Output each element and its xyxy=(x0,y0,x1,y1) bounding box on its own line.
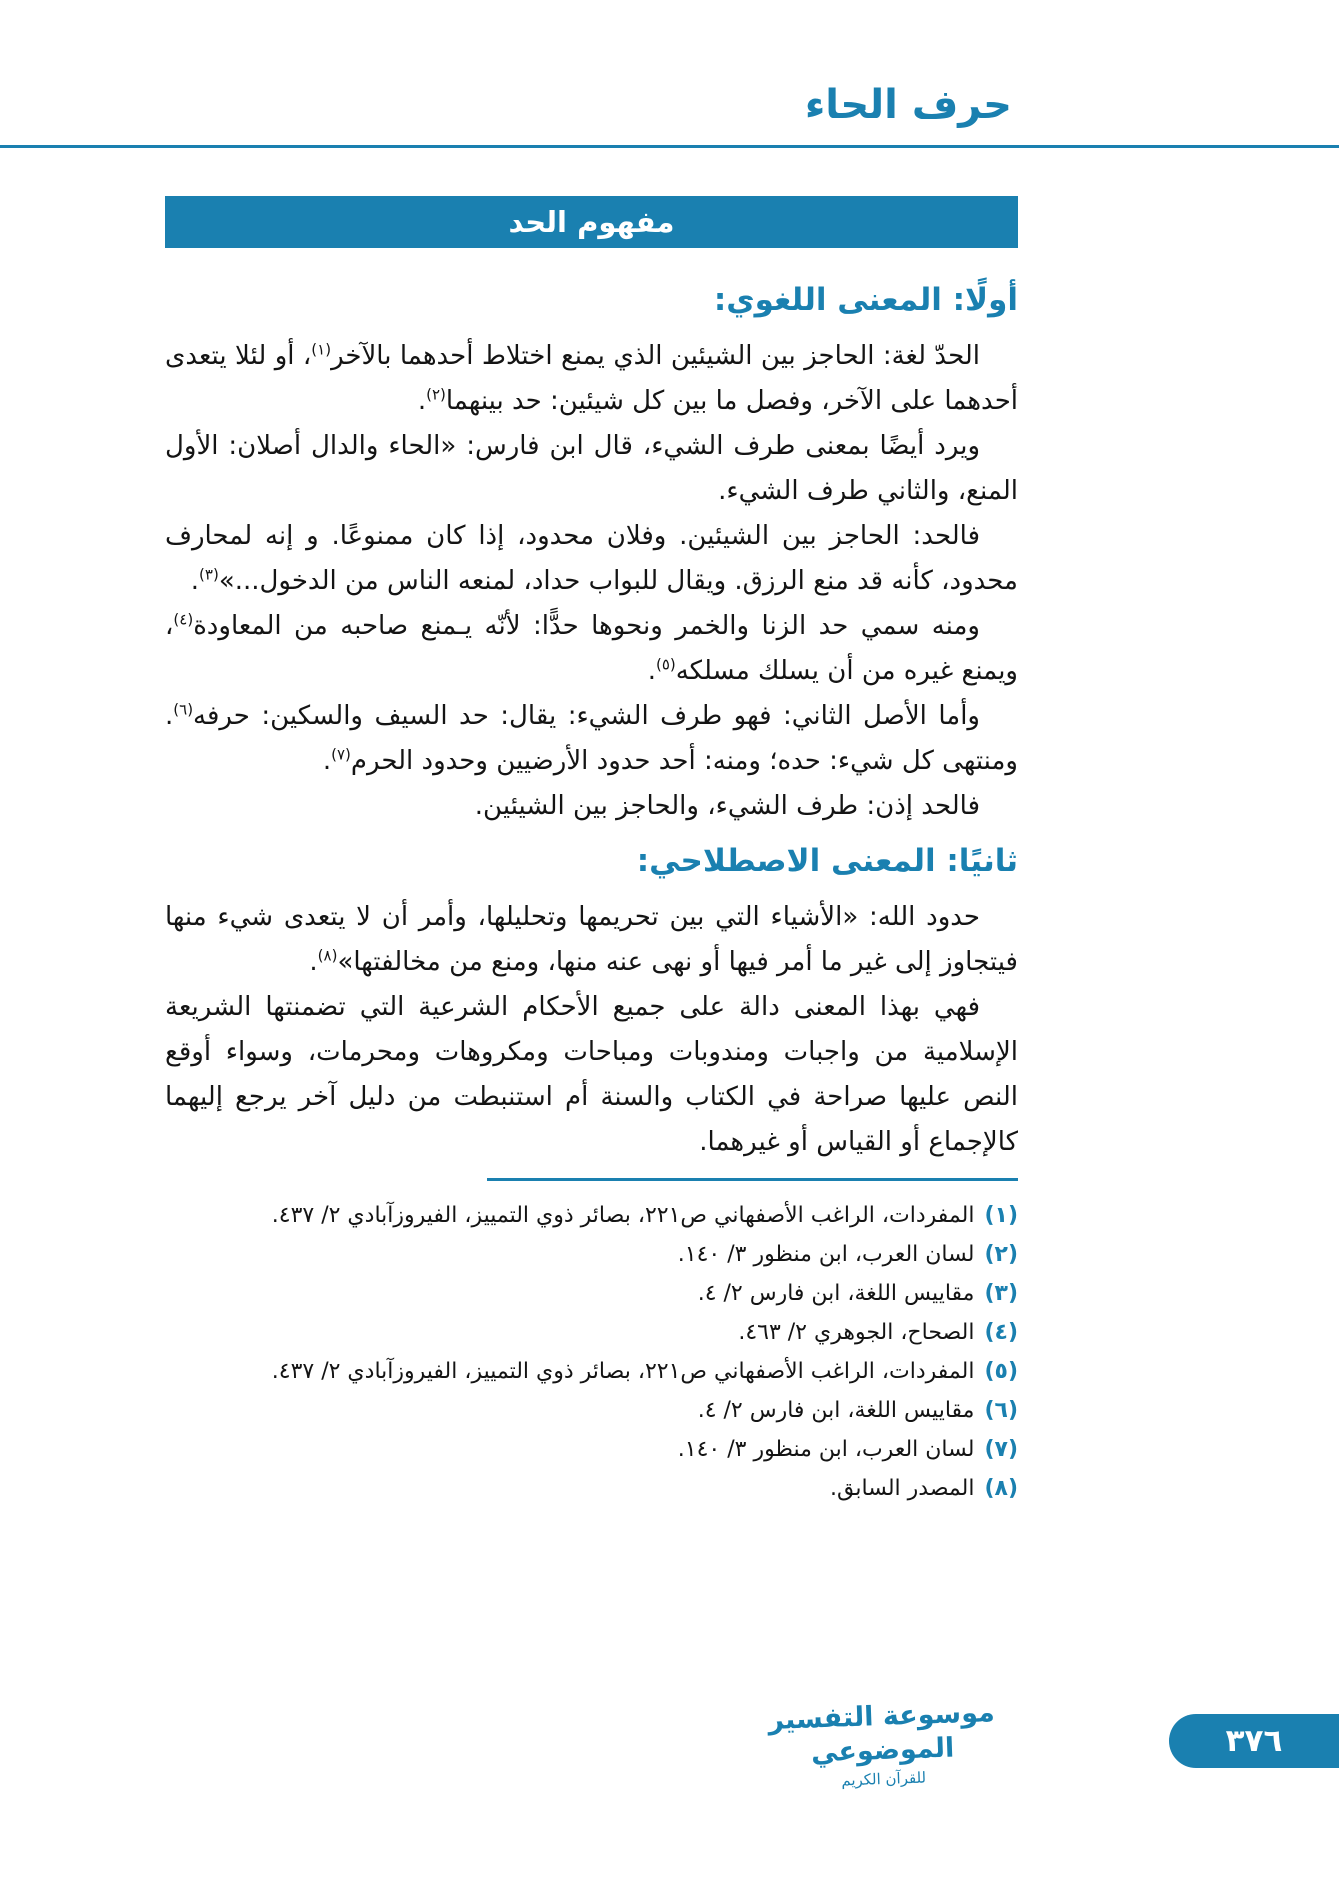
section-heading: أولًا: المعنى اللغوي: xyxy=(713,282,1018,318)
footnote-number: (٨) xyxy=(984,1476,1018,1501)
footnote-item xyxy=(165,1469,1018,1508)
text-run: . xyxy=(322,746,332,776)
body-paragraph xyxy=(165,334,1018,424)
footnote-item xyxy=(165,1274,1018,1313)
footnote-marker: (٢) xyxy=(426,385,446,404)
text-run: . xyxy=(417,386,427,416)
footnote-text: المفردات، الراغب الأصفهاني ص٢٢١، بصائر ذوي التمييز، الفيروزآبادي ٢/ ٤٣٧. xyxy=(271,1359,975,1384)
footnotes-list xyxy=(165,1196,1018,1508)
text-run: فالحد: الحاجز بين الشيئين. وفلان محدود، إذا كان ممنوعًا. و إنه لمحارف محدود، كأنه قد منع الرزق. ويقال للبواب حداد، لمنعه الناس من الدخول...» xyxy=(165,521,1018,596)
footnote-number: (٦) xyxy=(984,1398,1018,1423)
text-run: . xyxy=(647,656,656,686)
text-run: الحدّ لغة: الحاجز بين الشيئين الذي يمنع اختلاط أحدهما بالآخر xyxy=(331,341,980,371)
footnote-marker: (٦) xyxy=(173,700,194,719)
page-number-badge: ٣٧٦ xyxy=(1169,1714,1339,1768)
text-run: حدود الله: «الأشياء التي بين تحريمها وتحليلها، وأمر أن لا يتعدى شيء منها فيتجاوز إلى غير ما أمر فيها أو نهى عنه منها، ومنع من مخالفتها» xyxy=(165,902,1018,977)
footnote-number: (٥) xyxy=(984,1359,1018,1384)
footnote-number: (١) xyxy=(984,1203,1018,1228)
footnote-text: مقاييس اللغة، ابن فارس ٢/ ٤. xyxy=(697,1281,975,1306)
footnote-text: لسان العرب، ابن منظور ٣/ ١٤٠. xyxy=(677,1437,975,1462)
footnote-marker: (٣) xyxy=(199,565,219,584)
section-heading: ثانيًا: المعنى الاصطلاحي: xyxy=(636,843,1018,879)
body-paragraph xyxy=(165,694,1018,784)
section-banner xyxy=(165,196,1018,248)
footnote-item xyxy=(165,1352,1018,1391)
footnote-item xyxy=(165,1235,1018,1274)
text-run: وأما الأصل الثاني: فهو طرف الشيء: يقال: حد السيف والسكين: حرفه xyxy=(193,701,980,731)
text-run: ومنه سمي حد الزنا والخمر ونحوها حدًّا: لأنّه يـمنع صاحبه من المعاودة xyxy=(193,611,980,641)
footnote-text: مقاييس اللغة، ابن فارس ٢/ ٤. xyxy=(697,1398,975,1423)
text-run: . xyxy=(309,947,318,977)
publisher-logo xyxy=(754,1696,1012,1795)
text-run: فالحد إذن: طرف الشيء، والحاجز بين الشيئين. xyxy=(474,791,980,821)
body-paragraph xyxy=(165,514,1018,604)
footnote-marker: (٧) xyxy=(331,745,351,764)
footnote-item xyxy=(165,1391,1018,1430)
text-run: ويرد أيضًا بمعنى طرف الشيء، قال ابن فارس: «الحاء والدال أصلان: الأول المنع، والثاني طرف الشيء. xyxy=(165,431,1018,506)
footnote-marker: (٤) xyxy=(173,610,194,629)
text-run: . ومنتهى كل شيء: حده؛ ومنه: أحد حدود الأرضيين وحدود الحرم xyxy=(165,701,1018,776)
footnote-item xyxy=(165,1430,1018,1469)
body-paragraph xyxy=(165,985,1018,1165)
chapter-title: حرف الحاء xyxy=(804,82,1012,128)
footnote-number: (٤) xyxy=(984,1320,1018,1345)
footnote-marker: (١) xyxy=(311,340,332,359)
footnote-item xyxy=(165,1196,1018,1235)
footnote-marker: (٨) xyxy=(317,946,338,965)
content xyxy=(165,268,1018,1165)
section-banner-title: مفهوم الحد xyxy=(508,205,675,239)
footnote-number: (٣) xyxy=(984,1281,1018,1306)
footnote-item xyxy=(165,1313,1018,1352)
body-paragraph xyxy=(165,784,1018,829)
publisher-logo-main-text: موسوعة التفسير الموضوعي xyxy=(767,1697,996,1769)
body-paragraph xyxy=(165,895,1018,985)
footnote-divider xyxy=(487,1178,1018,1181)
footnote-text: المصدر السابق. xyxy=(830,1476,975,1501)
header-divider xyxy=(0,145,1339,148)
footnote-text: المفردات، الراغب الأصفهاني ص٢٢١، بصائر ذوي التمييز، الفيروزآبادي ٢/ ٤٣٧. xyxy=(271,1203,975,1228)
footnote-text: الصحاح، الجوهري ٢/ ٤٦٣. xyxy=(738,1320,975,1345)
body-paragraph xyxy=(165,424,1018,514)
publisher-logo-sub-text: للقرآن الكريم xyxy=(840,1768,927,1790)
footnote-text: لسان العرب، ابن منظور ٣/ ١٤٠. xyxy=(677,1242,975,1267)
text-run: فهي بهذا المعنى دالة على جميع الأحكام الشرعية التي تضمنتها الشريعة الإسلامية من واجبات ومندوبات ومباحات ومكروهات ومحرمات، وسواء أوقع النص عليها صراحة في الكتاب والسنة أم استنبطت من دليل آخر يرجع إليهما كالإجماع أو القياس أو غيرهما. xyxy=(165,992,1018,1157)
text-run: ، ويمنع غيره من أن يسلك مسلكه xyxy=(165,611,1018,686)
text-run: . xyxy=(190,566,200,596)
text-run: ، أو لئلا يتعدى أحدهما على الآخر، وفصل ما بين كل شيئين: حد بينهما xyxy=(165,341,1018,416)
footnote-number: (٧) xyxy=(984,1437,1018,1462)
footnote-number: (٢) xyxy=(984,1242,1018,1267)
footnote-marker: (٥) xyxy=(655,655,676,674)
body-paragraph xyxy=(165,604,1018,694)
